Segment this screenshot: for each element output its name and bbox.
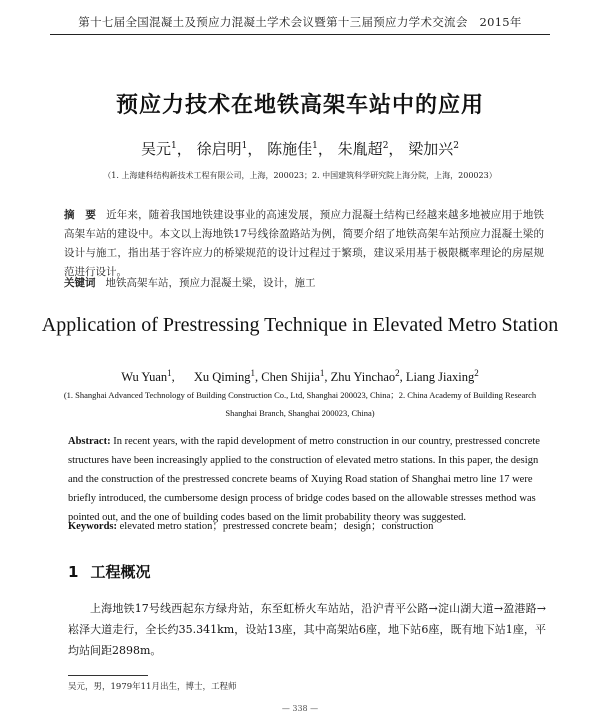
author-mark: 1 (312, 141, 318, 151)
author-name: 吴元 (141, 140, 172, 158)
keywords-text: elevated metro station；prestressed concrete beam；design；construction (117, 521, 434, 532)
author-mark: 2 (382, 141, 389, 151)
author-mark: 2 (453, 141, 459, 151)
author-separator: , (171, 370, 175, 385)
author-separator: , (399, 370, 403, 385)
chinese-affiliations: （1. 上海建科结构新技术工程有限公司，上海，200023；2. 中国建筑科学研究院上海分院，上海，200023） (103, 171, 497, 180)
chinese-authors (0, 138, 600, 159)
english-title: Application of Prestressing Technique in Elevated Metro Station (41, 314, 559, 336)
author-name: Chen Shijia (261, 370, 320, 385)
author-name: Wu Yuan (121, 370, 168, 385)
author-mark: 2 (474, 368, 479, 378)
author-separator: , (324, 370, 328, 385)
author-mark: 1 (171, 141, 177, 151)
author-name: 陈施佳 (267, 140, 313, 158)
author-separator: ， (317, 140, 333, 158)
section-title: 工程概况 (90, 563, 151, 581)
english-affiliations: (1. Shanghai Advanced Technology of Building Construction Co., Ltd, Shanghai 200023, China；2. China Academy of Building Research Shanghai Branch, Shanghai 200023, China) (63, 390, 537, 418)
author-separator: ， (176, 140, 192, 158)
author-mark: 1 (241, 141, 248, 151)
abstract-label: 摘 要 (64, 209, 97, 221)
author-separator: ， (247, 140, 263, 158)
body-paragraph: 上海地铁17号线西起东方绿舟站，东至虹桥火车站站，沿沪青平公路→淀山湖大道→盈港路→崧泽大道走行，全长约35.341km，设站13座，其中高架站6座，地下站6座，既有地下站1座，平均站间距2898m。 (68, 602, 546, 657)
author-name: Xu Qiming (193, 370, 251, 385)
abstract-label: Abstract: (68, 436, 111, 447)
author-name: 梁加兴 (408, 140, 454, 158)
author-mark: 1 (250, 368, 255, 378)
section-heading (68, 561, 150, 582)
author-name: 徐启明 (196, 140, 242, 158)
header-rule (50, 34, 550, 35)
author-separator: , (254, 370, 259, 385)
keywords-label: 关键词 (64, 277, 96, 289)
keywords-text: 地铁高架车站，预应力混凝土梁，设计，施工 (105, 277, 316, 289)
chinese-keywords (64, 275, 544, 290)
author-name: 朱胤超 (337, 140, 383, 158)
english-authors (0, 368, 600, 385)
author-mark: 1 (319, 368, 325, 378)
chinese-abstract (64, 206, 544, 282)
english-keywords (68, 518, 546, 533)
abstract-text: 近年来，随着我国地铁建设事业的高速发展，预应力混凝土结构已经越来越多地被应用于地铁高架车站的建设中。本文以上海地铁17号线徐盈路站为例，简要介绍了地铁高架车站预应力混凝土梁的设计与施工，指出基于容许应力的桥梁规范的设计过程过于繁琐，建议采用基于极限概率理论的房屋规范进行设计。 (64, 209, 545, 278)
chinese-title: 预应力技术在地铁高架车站中的应用 (115, 93, 484, 118)
footnote: 吴元，男，1979年11月出生，博士，工程师 (68, 682, 237, 692)
author-mark: 2 (395, 368, 400, 378)
page-number: — 338 — (281, 704, 319, 713)
running-header: 第十七届全国混凝土及预应力混凝土学术会议暨第十三届预应力学术交流会 2015年 (78, 15, 522, 29)
author-name: Liang Jiaxing (405, 370, 475, 385)
author-mark: 1 (167, 368, 172, 378)
author-name: Zhu Yinchao (330, 370, 396, 385)
footnote-rule (68, 675, 148, 676)
english-abstract (68, 432, 546, 527)
abstract-text: In recent years, with the rapid development of metro construction in our country, prestressed concrete structures have been increasingly applied to the construction of elevated metro stations. In this paper, the design and the construction of the prestressed concrete beams of Xuying Road station of Shanghai metro line 17 were briefly introduced, the cumbersome design process of bridge codes based on the allowable stresses method was pointed out, and the one of building codes based on the limit probability theory was suggested. (68, 436, 540, 523)
author-separator: ， (388, 140, 404, 158)
keywords-label: Keywords: (68, 521, 117, 532)
section-number: 1 (68, 563, 79, 581)
